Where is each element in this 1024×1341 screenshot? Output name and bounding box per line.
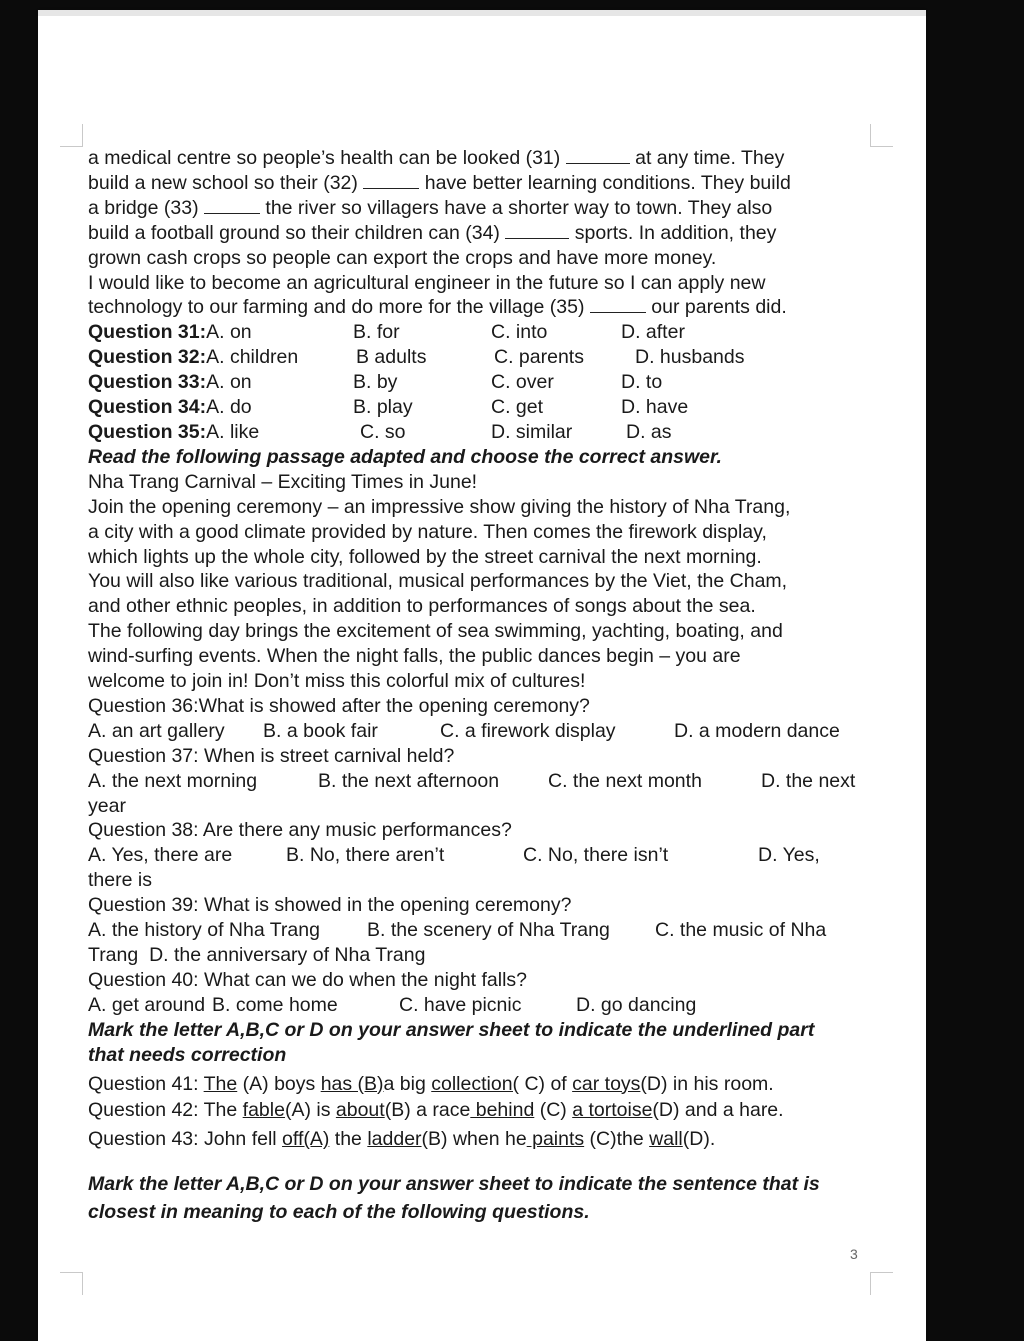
question-37: Question 37: When is street carnival held? <box>88 744 455 767</box>
passage-line: technology to our farming and do more for the village (35) our parents did. <box>88 296 787 319</box>
question-31: Question 31:A. on B. for C. into D. after <box>88 321 685 344</box>
passage-line: grown cash crops so people can export the crops and have more money. <box>88 246 717 269</box>
reading-heading: Read the following passage adapted and choose the correct answer. <box>88 445 722 468</box>
blank-33 <box>204 199 260 214</box>
question-33: Question 33:A. on B. by C. over D. to <box>88 371 663 394</box>
question-39-options-continued: Trang D. the anniversary of Nha Trang <box>88 944 426 966</box>
margin-marker-bottom-left <box>60 1272 83 1295</box>
error-heading: Mark the letter A,B,C or D on your answer sheet to indicate the underlined part that needs correction <box>88 1018 815 1066</box>
passage-line: a bridge (33) the river so villagers have a shorter way to town. They also <box>88 196 773 219</box>
passage-line: build a football ground so their children can (34) sports. In addition, they <box>88 221 777 244</box>
blank-31 <box>566 149 630 164</box>
reading-line: Join the opening ceremony – an impressive show giving the history of Nha Trang, <box>88 495 791 518</box>
reading-line: which lights up the whole city, followed by the street carnival the next morning. <box>88 545 762 568</box>
blank-34 <box>505 224 569 239</box>
reading-line: The following day brings the excitement of sea swimming, yachting, boating, and <box>88 620 783 643</box>
document-page <box>38 10 926 1341</box>
question-32: Question 32:A. children B adults C. parents D. husbands <box>88 346 745 369</box>
reading-line: wind-surfing events. When the night falls, the public dances begin – you are <box>88 645 741 668</box>
question-40-options: A. get around B. come home C. have picnic D. go dancing <box>88 993 697 1016</box>
question-34: Question 34:A. do B. play C. get D. have <box>88 396 689 419</box>
question-38-options: A. Yes, there are B. No, there aren’t C. No, there isn’t D. Yes, <box>88 844 820 867</box>
margin-marker-top-right <box>870 124 893 147</box>
question-36: Question 36:What is showed after the opening ceremony? <box>88 694 590 717</box>
reading-line: a city with a good climate provided by nature. Then comes the firework display, <box>88 520 767 543</box>
blank-35 <box>590 298 646 313</box>
question-37-options: A. the next morning B. the next afternoon C. the next month D. the next <box>88 769 856 792</box>
page-top-edge <box>38 10 926 16</box>
question-39-options: A. the history of Nha Trang B. the scenery of Nha Trang C. the music of Nha <box>88 919 827 942</box>
question-38: Question 38: Are there any music performances? <box>88 819 512 842</box>
question-41: Question 41: The (A) boys has (B)a big collection( C) of car toys(D) in his room. <box>88 1072 774 1095</box>
page-number: 3 <box>850 1246 858 1262</box>
question-40: Question 40: What can we do when the night falls? <box>88 968 528 991</box>
question-35: Question 35:A. like C. so D. similar D. as <box>88 420 672 443</box>
question-42: Question 42: The fable(A) is about(B) a race behind (C) a tortoise(D) and a hare. <box>88 1099 784 1122</box>
reading-line: You will also like various traditional, musical performances by the Viet, the Cham, <box>88 570 788 593</box>
question-37-option-d-continued: year <box>88 794 126 817</box>
question-43: Question 43: John fell off(A) the ladder(B) when he paints (C)the wall(D). <box>88 1128 716 1151</box>
page-content <box>88 146 878 1226</box>
passage-line: I would like to become an agricultural engineer in the future so I can apply new <box>88 271 766 294</box>
question-39: Question 39: What is showed in the opening ceremony? <box>88 894 572 917</box>
reading-line: and other ethnic peoples, in addition to performances of songs about the sea. <box>88 595 756 618</box>
meaning-heading: Mark the letter A,B,C or D on your answer sheet to indicate the sentence that is closest in meaning to each of the following questions. <box>88 1173 820 1224</box>
question-36-options: A. an art gallery B. a book fair C. a firework display D. a modern dance <box>88 719 840 742</box>
question-38-option-d-continued: there is <box>88 869 152 892</box>
passage-line: build a new school so their (32) have better learning conditions. They build <box>88 171 791 194</box>
margin-marker-bottom-right <box>870 1272 893 1295</box>
margin-marker-top-left <box>60 124 83 147</box>
reading-title: Nha Trang Carnival – Exciting Times in June! <box>88 470 478 493</box>
blank-32 <box>363 174 419 189</box>
reading-line: welcome to join in! Don’t miss this colorful mix of cultures! <box>88 670 586 693</box>
passage-line: a medical centre so people’s health can be looked (31) at any time. They <box>88 147 785 169</box>
